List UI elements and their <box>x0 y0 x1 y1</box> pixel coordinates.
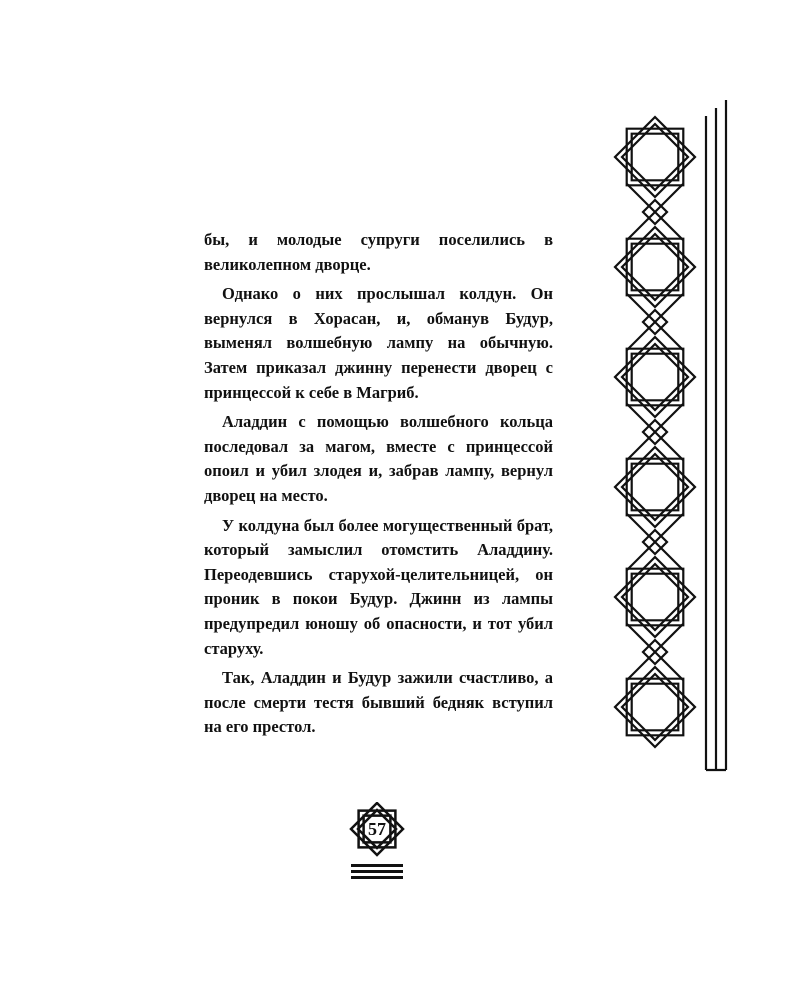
paragraph-3: Аладдин с помощью волшебного кольца последовал за магом, вместе с принцессой опоил и убил злодея и, забрав лампу, вернул дворец на место. <box>204 412 553 505</box>
ornamental-border-icon <box>600 100 730 780</box>
page-number-emblem-icon <box>349 802 405 880</box>
page-number: 57 <box>368 819 386 839</box>
main-text <box>204 228 553 745</box>
paragraph-4: У колдуна был более могущественный брат, который замыслил отомстить Аладдину. Переодевшись старухой-целительницей, он проник в покои Будур. Джинн из лампы предупредил юношу об опасности, и тот убил старуху. <box>204 515 553 658</box>
paragraph-5: Так, Аладдин и Будур зажили счастливо, а после смерти тестя бывший бедняк вступил на его престол. <box>204 668 553 737</box>
paragraph-1: бы, и молодые супруги поселились в великолепном дворце. <box>204 230 553 274</box>
paragraph-2: Однако о них прослышал колдун. Он вернулся в Хорасан, и, обманув Будур, выменял волшебную лампу на обычную. Затем приказал джинну перенести дворец с принцессой к себе в Магриб. <box>204 284 553 402</box>
